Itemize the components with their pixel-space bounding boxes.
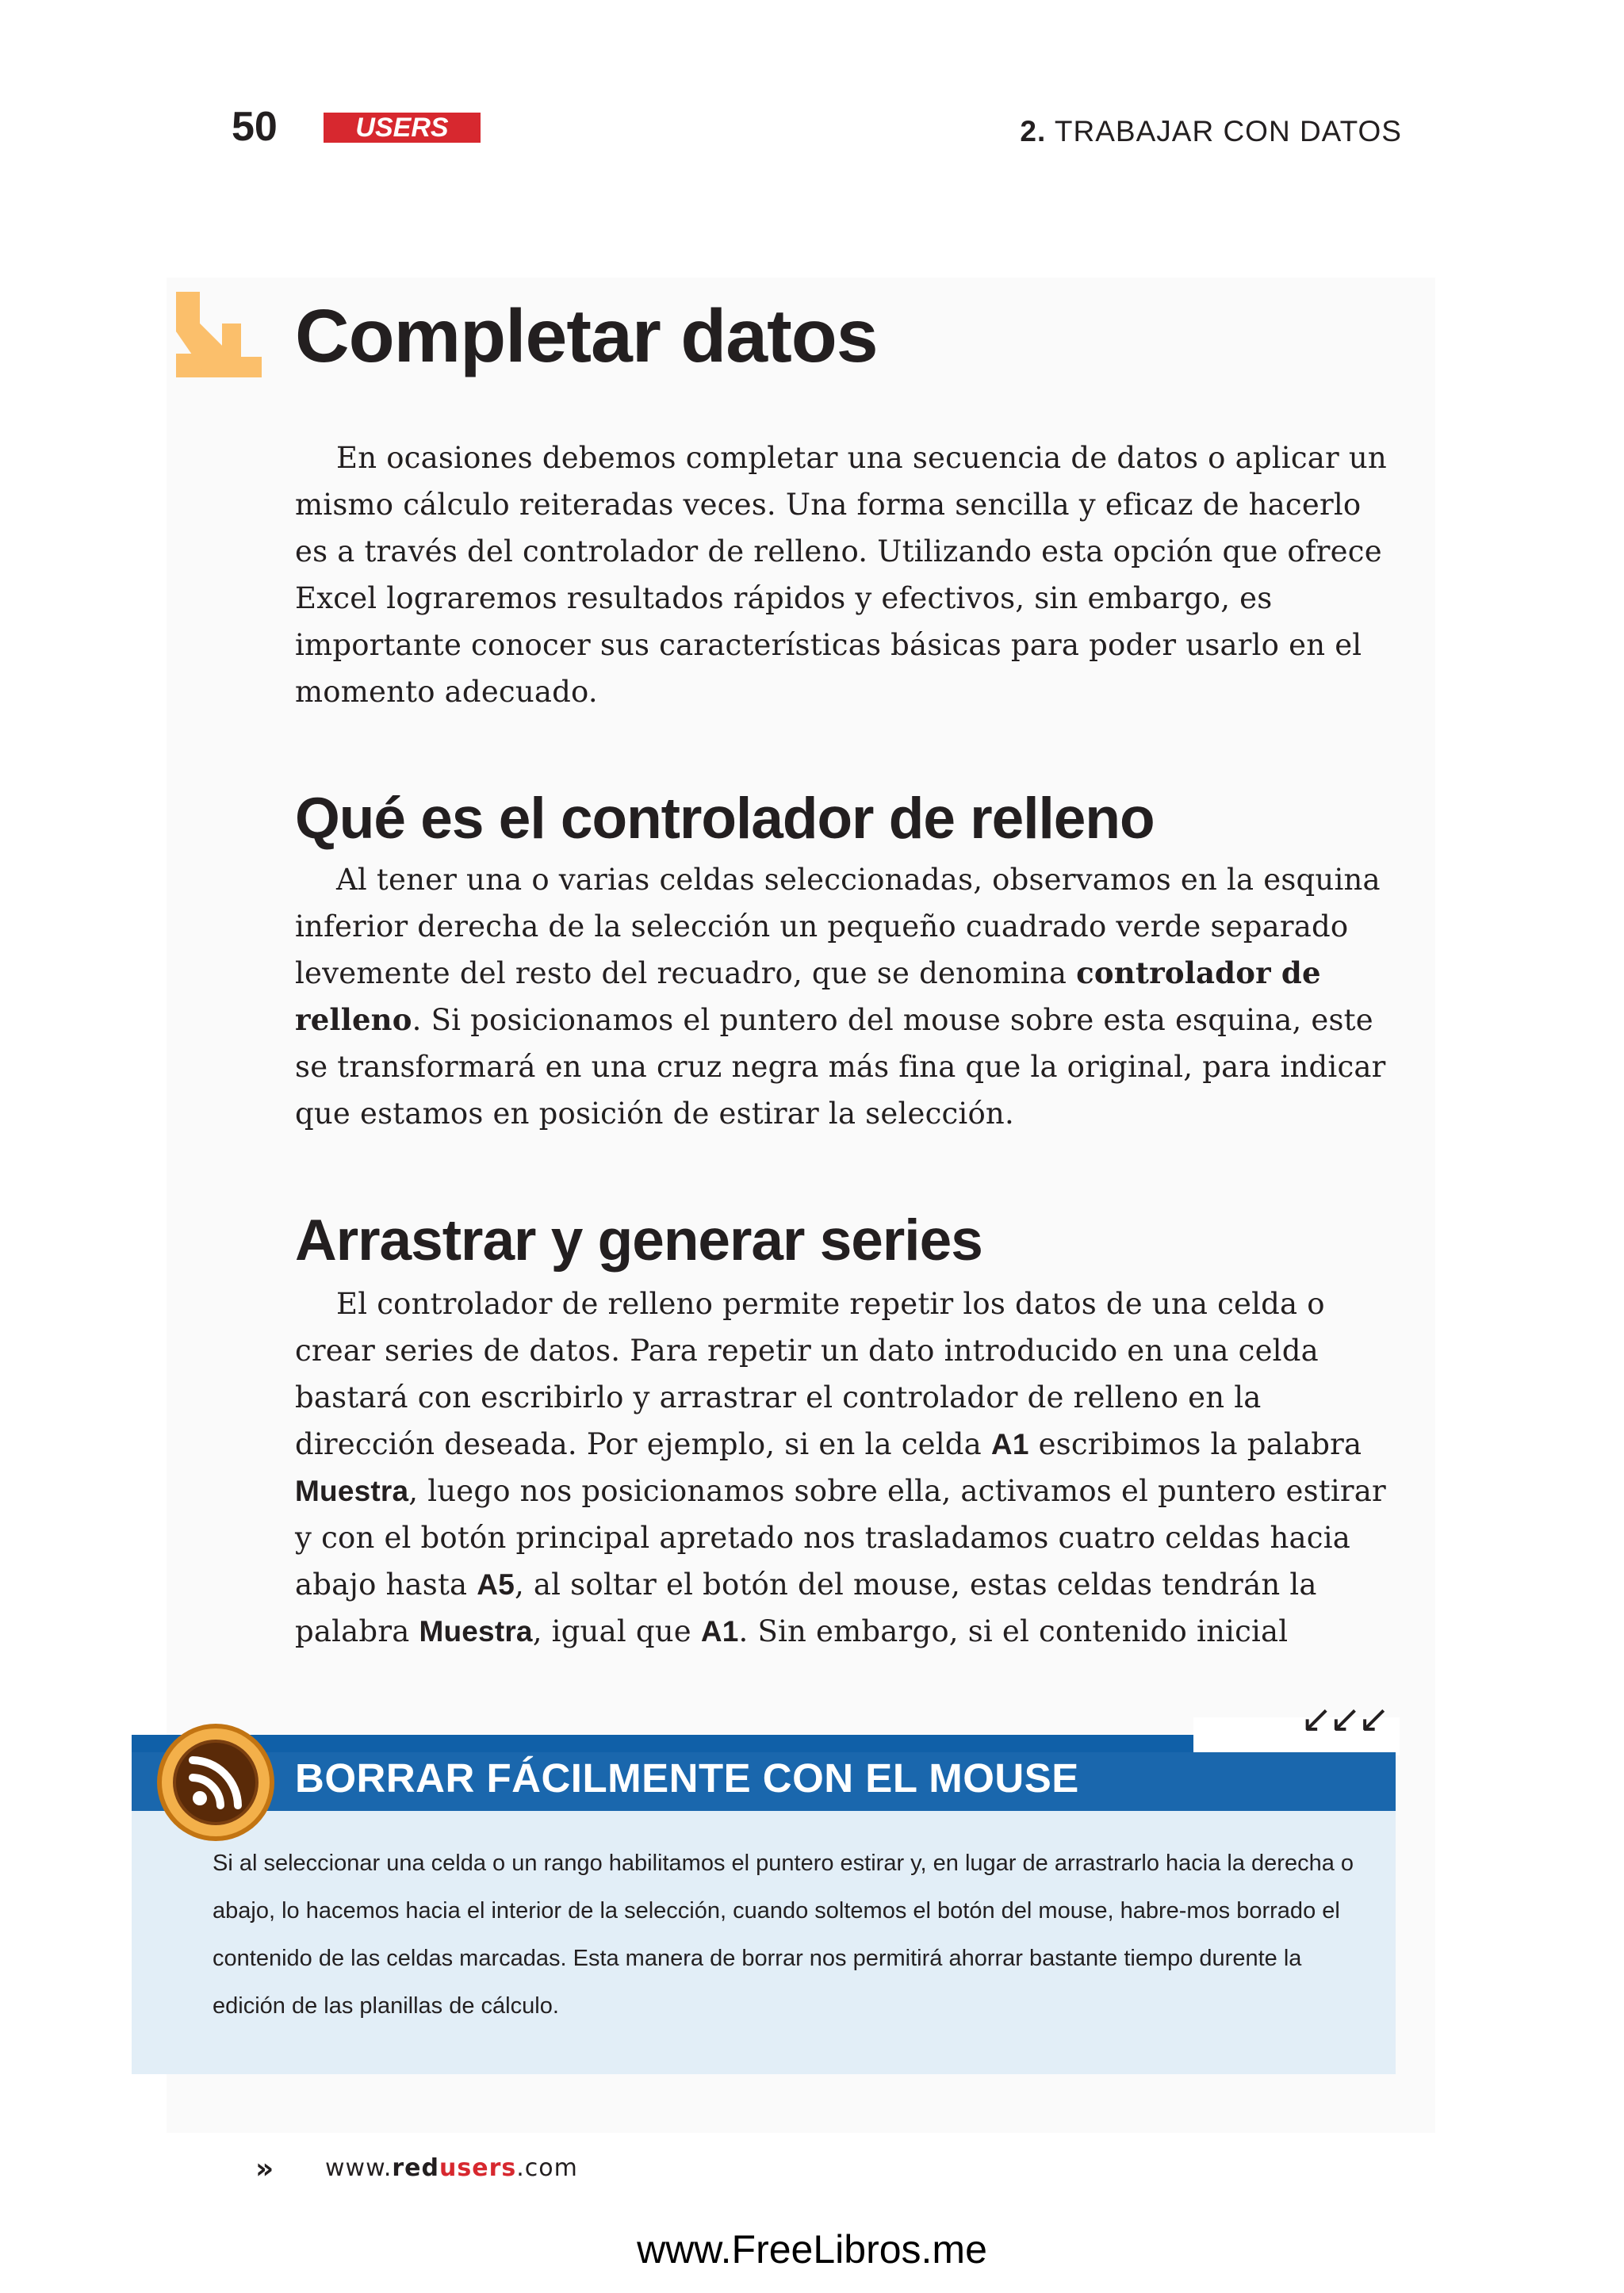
intro-paragraph: En ocasiones debemos completar una secuencia de datos o aplicar un mismo cálculo reiteradas veces. Una forma sencilla y eficaz de hacerlo es a través del controlador de relleno. Utilizando esta opción que ofrece Excel lograremos resultados rápidos y efectivos, sin embargo, es importante conocer sus características básicas para poder usarlo en el momento adecuado. [295,441,1387,709]
footer-chevron-icon: » [255,2153,270,2185]
users-logo [324,113,481,143]
section-heading-arrastrar: Arrastrar y generar series [295,1208,982,1273]
chapter-number: 2. [1020,115,1047,147]
chapter-title: TRABAJAR CON DATOS [1054,115,1402,147]
section-heading-controlador: Qué es el controlador de relleno [295,787,1155,851]
page-number: 50 [232,104,278,150]
sidebar-text: Si al seleccionar una celda o un rango habilitamos el puntero estirar y, en lugar de arrastrarlo hacia la derecha o abajo, lo hacemos hacia el interior de la selección, cuando soltemos el botón del mouse, habre-mos borrado el contenido de las celdas marcadas. Esta manera de borrar nos permitirá ahorrar bastante tiempo durente la edición de las planillas de cálculo. [213,1851,1354,2019]
footer-url[interactable]: www.redusers.com [325,2154,578,2182]
rss-icon [155,1722,276,1843]
chapter-header [1020,115,1402,148]
controlador-paragraph: Al tener una o varias celdas seleccionadas, observamos en la esquina inferior derecha de la selección un pequeño cuadrado verde separado levemente del resto del recuadro, que se denomina controlador de relleno. Si posicionamos el puntero del mouse sobre esta esquina, este se transformará en una cruz negra más fina que la original, para indicar que estamos en posición de estirar la selección. [295,863,1386,1131]
sidebar-title: BORRAR FÁCILMENTE CON EL MOUSE [295,1755,1079,1801]
watermark-url[interactable]: www.FreeLibros.me [637,2227,987,2272]
controlador-term: controlador de relleno [295,955,1321,1037]
down-left-arrows-icon: ↙↙↙ [1300,1697,1387,1741]
diagonal-arrow-icon [176,292,262,377]
arrastrar-paragraph: El controlador de relleno permite repetir los datos de una celda o crear series de datos. Para repetir un dato introducido en una celda bastará con escribirlo y arrastrar el controlador de relleno en la dirección deseada. Por ejemplo, si en la celda A1 escribimos la palabra Muestra, luego nos posicionamos sobre ella, activamos el puntero estirar y con el botón principal apretado nos trasladamos cuatro celdas hacia abajo hasta A5, al soltar el botón del mouse, estas celdas tendrán la palabra Muestra, igual que A1. Sin embargo, si el contenido inicial [295,1287,1386,1648]
svg-text:USERS: USERS [355,113,449,143]
page-title: Completar datos [295,294,878,378]
